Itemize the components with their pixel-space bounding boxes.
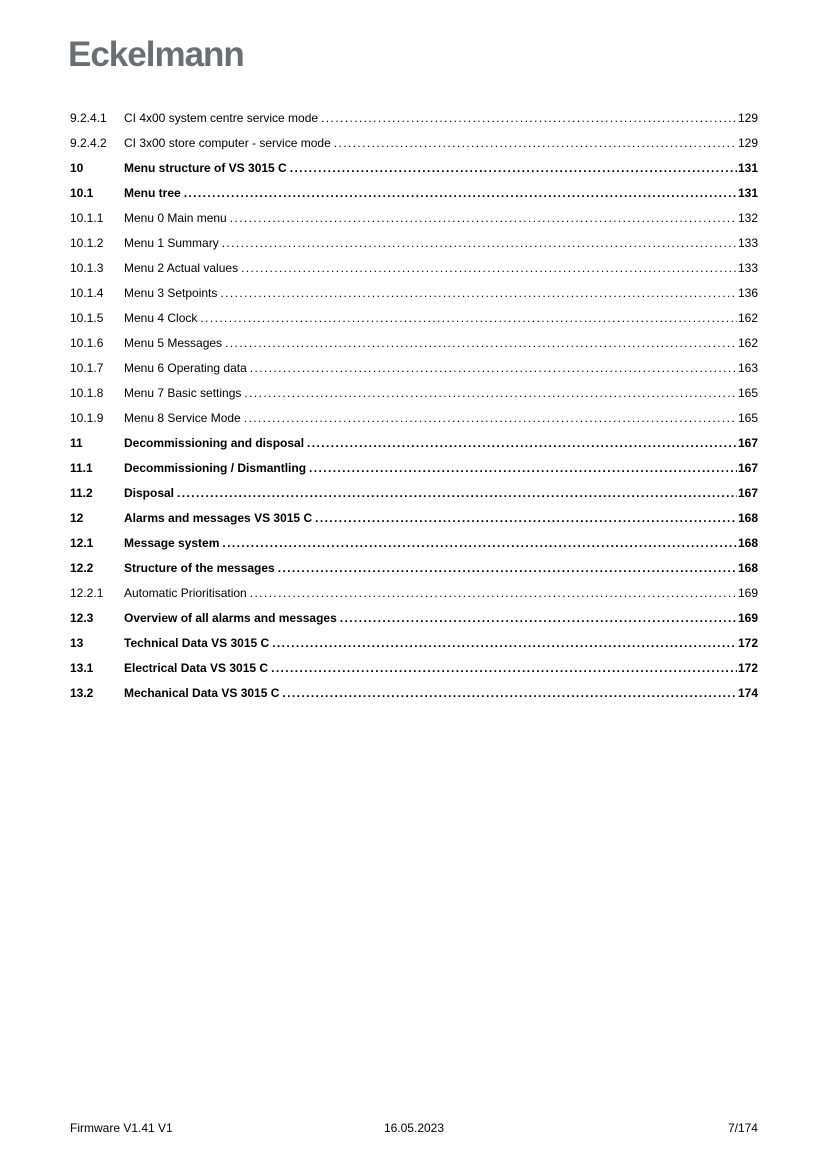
toc-entry-page: 131 — [737, 161, 758, 175]
toc-entry — [70, 206, 758, 231]
toc-entry — [70, 306, 758, 331]
toc-entry-title: Menu 7 Basic settings — [124, 386, 242, 400]
toc-entry-page: 162 — [737, 311, 758, 325]
toc-entry — [70, 656, 758, 681]
toc-dot-leader — [282, 681, 737, 706]
toc-entry — [70, 481, 758, 506]
toc-entry-number: 11.2 — [70, 486, 93, 500]
toc-entry-number: 9.2.4.1 — [70, 111, 107, 125]
toc-entry — [70, 406, 758, 431]
toc-entry-title: Menu 0 Main menu — [124, 211, 227, 225]
toc-entry-page: 168 — [737, 511, 758, 525]
toc-entry-page: 172 — [737, 636, 758, 650]
toc-dot-leader — [177, 481, 737, 506]
toc-entry-page: 167 — [737, 486, 758, 500]
toc-dot-leader — [321, 106, 737, 131]
toc-entry — [70, 331, 758, 356]
toc-entry-title: Alarms and messages VS 3015 C — [124, 511, 313, 525]
toc-entry-number: 12 — [70, 511, 84, 525]
toc-entry-page: 132 — [737, 211, 758, 225]
toc-entry-page: 169 — [737, 611, 758, 625]
toc-dot-leader — [307, 431, 737, 456]
toc-entry-title: Technical Data VS 3015 C — [124, 636, 270, 650]
toc-entry-number: 10.1.4 — [70, 286, 104, 300]
toc-dot-leader — [290, 156, 737, 181]
toc-entry-page: 129 — [737, 111, 758, 125]
toc-entry — [70, 256, 758, 281]
toc-dot-leader — [225, 331, 737, 356]
toc-entry-title: Disposal — [124, 486, 175, 500]
toc-entry-number: 10.1 — [70, 186, 94, 200]
footer-firmware-version: Firmware V1.41 V1 — [70, 1121, 173, 1135]
toc-entry — [70, 556, 758, 581]
toc-entry-page: 131 — [737, 186, 758, 200]
toc-dot-leader — [272, 631, 737, 656]
toc-entry-number: 13.2 — [70, 686, 94, 700]
toc-entry — [70, 506, 758, 531]
toc-entry-title: Menu 8 Service Mode — [124, 411, 241, 425]
toc-entry — [70, 131, 758, 156]
toc-entry — [70, 156, 758, 181]
toc-dot-leader — [244, 381, 737, 406]
toc-entry-page: 165 — [737, 386, 758, 400]
toc-entry-title: Menu 1 Summary — [124, 236, 219, 250]
toc-entry-title: Menu 3 Setpoints — [124, 286, 218, 300]
toc-entry-number: 11 — [70, 436, 83, 450]
toc-entry-page: 169 — [737, 586, 758, 600]
toc-dot-leader — [278, 556, 737, 581]
toc-dot-leader — [200, 306, 737, 331]
toc-entry-page: 129 — [737, 136, 758, 150]
toc-entry — [70, 681, 758, 706]
toc-entry — [70, 456, 758, 481]
toc-entry-title: Menu structure of VS 3015 C — [124, 161, 287, 175]
toc-entry-title: Menu 4 Clock — [124, 311, 198, 325]
toc-entry — [70, 281, 758, 306]
toc-entry-number: 10.1.3 — [70, 261, 104, 275]
toc-entry-page: 172 — [737, 661, 758, 675]
toc-dot-leader — [220, 281, 737, 306]
toc-entry — [70, 431, 758, 456]
toc-entry-number: 12.1 — [70, 536, 94, 550]
toc-entry-page: 165 — [737, 411, 758, 425]
eckelmann-logo: Eckelmann — [68, 35, 244, 74]
toc-entry-title: Mechanical Data VS 3015 C — [124, 686, 280, 700]
toc-dot-leader — [230, 206, 737, 231]
toc-entry-number: 9.2.4.2 — [70, 136, 107, 150]
toc-entry-title: Structure of the messages — [124, 561, 275, 575]
toc-entry-title: Menu tree — [124, 186, 181, 200]
toc-entry-number: 10.1.8 — [70, 386, 104, 400]
toc-entry-number: 11.1 — [70, 461, 93, 475]
toc-entry-page: 133 — [737, 236, 758, 250]
toc-entry-page: 133 — [737, 261, 758, 275]
toc-dot-leader — [315, 506, 737, 531]
toc-dot-leader — [222, 231, 737, 256]
toc-entry-page: 167 — [737, 461, 758, 475]
toc-entry — [70, 581, 758, 606]
toc-entry-title: CI 4x00 system centre service mode — [124, 111, 319, 125]
toc-entry-title: Message system — [124, 536, 220, 550]
toc-entry-title: Menu 2 Actual values — [124, 261, 239, 275]
page-footer — [70, 1120, 758, 1136]
toc-entry-number: 10.1.9 — [70, 411, 104, 425]
toc-entry-page: 168 — [737, 561, 758, 575]
toc-entry-number: 10.1.7 — [70, 361, 104, 375]
toc-entry — [70, 356, 758, 381]
toc-entry-page: 162 — [737, 336, 758, 350]
toc-entry — [70, 631, 758, 656]
toc-entry-title: Menu 5 Messages — [124, 336, 223, 350]
toc-entry-number: 10.1.1 — [70, 211, 104, 225]
toc-entry-title: Menu 6 Operating data — [124, 361, 247, 375]
footer-page-number: 7/174 — [727, 1121, 758, 1135]
toc-entry — [70, 531, 758, 556]
toc-dot-leader — [222, 531, 737, 556]
toc-dot-leader — [271, 656, 737, 681]
toc-entry-number: 12.2.1 — [70, 586, 104, 600]
toc-entry — [70, 106, 758, 131]
toc-dot-leader — [309, 456, 737, 481]
toc-entry-title: Electrical Data VS 3015 C — [124, 661, 269, 675]
toc-entry — [70, 606, 758, 631]
toc-entry-page: 174 — [737, 686, 758, 700]
toc-entry-title: Decommissioning / Dismantling — [124, 461, 307, 475]
toc-dot-leader — [250, 356, 737, 381]
toc-entry-number: 10.1.6 — [70, 336, 104, 350]
toc-entry — [70, 381, 758, 406]
toc-entry-number: 13 — [70, 636, 84, 650]
toc-dot-leader — [241, 256, 737, 281]
toc-dot-leader — [250, 581, 737, 606]
toc-entry-page: 167 — [737, 436, 758, 450]
toc-entry-page: 136 — [737, 286, 758, 300]
toc-dot-leader — [244, 406, 737, 431]
toc-entry — [70, 231, 758, 256]
toc-entry-number: 13.1 — [70, 661, 94, 675]
toc-entry-page: 168 — [737, 536, 758, 550]
toc-entry-number: 10 — [70, 161, 84, 175]
toc-entry-number: 12.3 — [70, 611, 94, 625]
toc-dot-leader — [340, 606, 737, 631]
toc-entry-number: 12.2 — [70, 561, 94, 575]
toc-entry-number: 10.1.2 — [70, 236, 104, 250]
toc-entry-title: Automatic Prioritisation — [124, 586, 247, 600]
toc-entry-title: Decommissioning and disposal — [124, 436, 305, 450]
toc-entry-title: CI 3x00 store computer - service mode — [124, 136, 331, 150]
toc-entry-title: Overview of all alarms and messages — [124, 611, 337, 625]
toc-dot-leader — [184, 181, 737, 206]
footer-date: 16.05.2023 — [383, 1121, 445, 1135]
toc-entry-page: 163 — [737, 361, 758, 375]
toc-entry-number: 10.1.5 — [70, 311, 104, 325]
toc-dot-leader — [334, 131, 737, 156]
toc-list — [70, 106, 758, 706]
toc-entry — [70, 181, 758, 206]
